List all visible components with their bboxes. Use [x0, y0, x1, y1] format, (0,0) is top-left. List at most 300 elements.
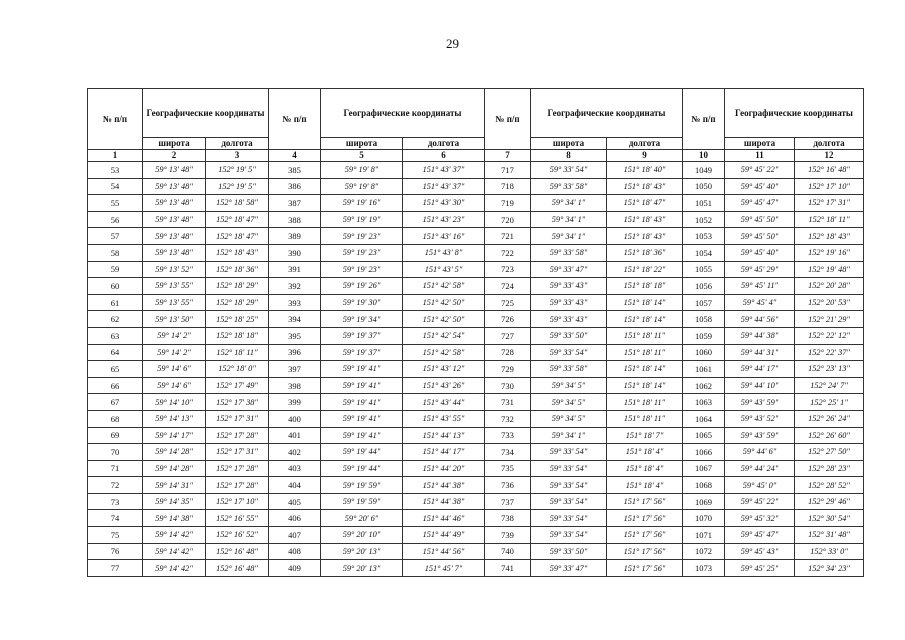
column-number: 10 [683, 150, 725, 162]
point-number: 396 [269, 344, 321, 361]
table-row [88, 294, 864, 311]
latitude-cell: 59° 45' 22" [725, 162, 795, 179]
point-number: 1052 [683, 211, 725, 228]
latitude-cell: 59° 34' 1" [531, 195, 607, 212]
longitude-cell: 152° 17' 28" [206, 477, 269, 494]
latitude-cell: 59° 14' 42" [143, 527, 206, 544]
longitude-cell: 151° 43' 12" [403, 361, 485, 378]
latitude-cell: 59° 14' 13" [143, 410, 206, 427]
latitude-cell: 59° 44' 10" [725, 377, 795, 394]
longitude-cell: 152° 17' 28" [206, 460, 269, 477]
latitude-cell: 59° 13' 55" [143, 294, 206, 311]
latitude-cell: 59° 45' 25" [725, 560, 795, 577]
longitude-cell: 152° 18' 47" [206, 228, 269, 245]
point-number: 409 [269, 560, 321, 577]
longitude-cell: 151° 42' 54" [403, 327, 485, 344]
longitude-cell: 152° 18' 11" [795, 211, 864, 228]
latitude-cell: 59° 33' 43" [531, 294, 607, 311]
latitude-cell: 59° 45' 32" [725, 510, 795, 527]
column-number: 8 [531, 150, 607, 162]
latitude-cell: 59° 45' 29" [725, 261, 795, 278]
longitude-cell: 151° 44' 38" [403, 493, 485, 510]
longitude-cell: 151° 17' 56" [607, 527, 683, 544]
longitude-cell: 151° 43' 23" [403, 211, 485, 228]
no-header-2: № п/п [269, 89, 321, 150]
latitude-cell: 59° 33' 50" [531, 543, 607, 560]
longitude-cell: 151° 17' 56" [607, 543, 683, 560]
latitude-cell: 59° 19' 8" [321, 178, 403, 195]
longitude-cell: 152° 16' 48" [795, 162, 864, 179]
latitude-cell: 59° 13' 48" [143, 228, 206, 245]
point-number: 77 [88, 560, 143, 577]
table-row [88, 427, 864, 444]
point-number: 1068 [683, 477, 725, 494]
table-row [88, 444, 864, 461]
geo-header-1: Географические координаты [143, 89, 269, 138]
latitude-cell: 59° 45' 22" [725, 493, 795, 510]
latitude-cell: 59° 33' 47" [531, 560, 607, 577]
point-number: 1050 [683, 178, 725, 195]
longitude-cell: 151° 18' 4" [607, 460, 683, 477]
table-header [88, 89, 864, 162]
latitude-cell: 59° 34' 1" [531, 211, 607, 228]
point-number: 66 [88, 377, 143, 394]
point-number: 722 [485, 244, 531, 261]
latitude-cell: 59° 45' 40" [725, 244, 795, 261]
point-number: 1073 [683, 560, 725, 577]
table-row [88, 344, 864, 361]
longitude-cell: 152° 20' 28" [795, 278, 864, 295]
point-number: 63 [88, 327, 143, 344]
longitude-cell: 151° 43' 55" [403, 410, 485, 427]
point-number: 407 [269, 527, 321, 544]
column-number: 1 [88, 150, 143, 162]
latitude-cell: 59° 44' 38" [725, 327, 795, 344]
latitude-cell: 59° 33' 58" [531, 244, 607, 261]
point-number: 1066 [683, 444, 725, 461]
point-number: 394 [269, 311, 321, 328]
lon-header-3: долгота [607, 138, 683, 150]
point-number: 72 [88, 477, 143, 494]
point-number: 390 [269, 244, 321, 261]
latitude-cell: 59° 43' 59" [725, 394, 795, 411]
point-number: 392 [269, 278, 321, 295]
longitude-cell: 151° 44' 17" [403, 444, 485, 461]
point-number: 75 [88, 527, 143, 544]
point-number: 70 [88, 444, 143, 461]
point-number: 403 [269, 460, 321, 477]
table-row [88, 477, 864, 494]
longitude-cell: 152° 34' 23" [795, 560, 864, 577]
page-number: 29 [446, 36, 459, 51]
longitude-cell: 152° 29' 46" [795, 493, 864, 510]
longitude-cell: 151° 18' 14" [607, 294, 683, 311]
latitude-cell: 59° 34' 5" [531, 410, 607, 427]
longitude-cell: 151° 44' 49" [403, 527, 485, 544]
point-number: 1072 [683, 543, 725, 560]
point-number: 723 [485, 261, 531, 278]
point-number: 385 [269, 162, 321, 179]
point-number: 57 [88, 228, 143, 245]
column-number: 6 [403, 150, 485, 162]
point-number: 387 [269, 195, 321, 212]
longitude-cell: 151° 18' 36" [607, 244, 683, 261]
latitude-cell: 59° 45' 47" [725, 527, 795, 544]
latitude-cell: 59° 14' 28" [143, 460, 206, 477]
longitude-cell: 152° 17' 31" [206, 410, 269, 427]
point-number: 724 [485, 278, 531, 295]
latitude-cell: 59° 14' 6" [143, 377, 206, 394]
latitude-cell: 59° 33' 54" [531, 510, 607, 527]
point-number: 69 [88, 427, 143, 444]
latitude-cell: 59° 19' 23" [321, 228, 403, 245]
point-number: 1067 [683, 460, 725, 477]
latitude-cell: 59° 19' 23" [321, 244, 403, 261]
table-row [88, 361, 864, 378]
point-number: 398 [269, 377, 321, 394]
latitude-cell: 59° 13' 52" [143, 261, 206, 278]
longitude-cell: 152° 26' 24" [795, 410, 864, 427]
point-number: 405 [269, 493, 321, 510]
point-number: 408 [269, 543, 321, 560]
point-number: 397 [269, 361, 321, 378]
longitude-cell: 152° 16' 48" [206, 560, 269, 577]
longitude-cell: 152° 17' 31" [795, 195, 864, 212]
latitude-cell: 59° 14' 35" [143, 493, 206, 510]
longitude-cell: 152° 22' 37" [795, 344, 864, 361]
longitude-cell: 151° 17' 56" [607, 560, 683, 577]
column-number: 7 [485, 150, 531, 162]
longitude-cell: 152° 16' 55" [206, 510, 269, 527]
longitude-cell: 152° 19' 16" [795, 244, 864, 261]
longitude-cell: 152° 18' 29" [206, 278, 269, 295]
longitude-cell: 152° 27' 50" [795, 444, 864, 461]
point-number: 68 [88, 410, 143, 427]
longitude-cell: 151° 42' 50" [403, 294, 485, 311]
point-number: 1056 [683, 278, 725, 295]
longitude-cell: 152° 17' 49" [206, 377, 269, 394]
point-number: 62 [88, 311, 143, 328]
point-number: 1059 [683, 327, 725, 344]
longitude-cell: 152° 21' 29" [795, 311, 864, 328]
longitude-cell: 151° 43' 16" [403, 228, 485, 245]
latitude-cell: 59° 44' 56" [725, 311, 795, 328]
latitude-cell: 59° 14' 2" [143, 344, 206, 361]
table-row [88, 510, 864, 527]
latitude-cell: 59° 33' 54" [531, 344, 607, 361]
table-body [88, 162, 864, 577]
point-number: 395 [269, 327, 321, 344]
longitude-cell: 151° 44' 20" [403, 460, 485, 477]
longitude-cell: 151° 42' 58" [403, 278, 485, 295]
longitude-cell: 151° 18' 18" [607, 278, 683, 295]
point-number: 56 [88, 211, 143, 228]
latitude-cell: 59° 45' 11" [725, 278, 795, 295]
table-row [88, 560, 864, 577]
longitude-cell: 152° 17' 28" [206, 427, 269, 444]
point-number: 728 [485, 344, 531, 361]
geo-header-4: Географические координаты [725, 89, 864, 138]
lon-header-1: долгота [206, 138, 269, 150]
point-number: 733 [485, 427, 531, 444]
lat-header-1: широта [143, 138, 206, 150]
column-number: 12 [795, 150, 864, 162]
latitude-cell: 59° 14' 17" [143, 427, 206, 444]
table-row [88, 493, 864, 510]
longitude-cell: 152° 18' 0" [206, 361, 269, 378]
longitude-cell: 151° 18' 43" [607, 178, 683, 195]
point-number: 726 [485, 311, 531, 328]
longitude-cell: 152° 17' 31" [206, 444, 269, 461]
longitude-cell: 152° 23' 13" [795, 361, 864, 378]
point-number: 401 [269, 427, 321, 444]
point-number: 54 [88, 178, 143, 195]
latitude-cell: 59° 33' 58" [531, 361, 607, 378]
point-number: 1058 [683, 311, 725, 328]
longitude-cell: 152° 18' 36" [206, 261, 269, 278]
point-number: 1060 [683, 344, 725, 361]
longitude-cell: 152° 25' 1" [795, 394, 864, 411]
latitude-cell: 59° 13' 48" [143, 195, 206, 212]
longitude-cell: 151° 18' 7" [607, 427, 683, 444]
longitude-cell: 152° 17' 38" [206, 394, 269, 411]
longitude-cell: 151° 18' 43" [607, 228, 683, 245]
lon-header-4: долгота [795, 138, 864, 150]
table-row [88, 178, 864, 195]
longitude-cell: 151° 18' 11" [607, 344, 683, 361]
longitude-cell: 152° 20' 53" [795, 294, 864, 311]
point-number: 732 [485, 410, 531, 427]
latitude-cell: 59° 19' 44" [321, 444, 403, 461]
latitude-cell: 59° 45' 0" [725, 477, 795, 494]
latitude-cell: 59° 45' 4" [725, 294, 795, 311]
point-number: 53 [88, 162, 143, 179]
point-number: 74 [88, 510, 143, 527]
longitude-cell: 151° 44' 56" [403, 543, 485, 560]
longitude-cell: 151° 18' 14" [607, 377, 683, 394]
column-number: 3 [206, 150, 269, 162]
point-number: 60 [88, 278, 143, 295]
latitude-cell: 59° 45' 47" [725, 195, 795, 212]
longitude-cell: 151° 18' 14" [607, 361, 683, 378]
point-number: 731 [485, 394, 531, 411]
latitude-cell: 59° 44' 31" [725, 344, 795, 361]
latitude-cell: 59° 44' 24" [725, 460, 795, 477]
point-number: 738 [485, 510, 531, 527]
point-number: 55 [88, 195, 143, 212]
longitude-cell: 152° 22' 12" [795, 327, 864, 344]
longitude-cell: 151° 18' 40" [607, 162, 683, 179]
point-number: 58 [88, 244, 143, 261]
latitude-cell: 59° 45' 50" [725, 211, 795, 228]
latitude-cell: 59° 45' 40" [725, 178, 795, 195]
table-row [88, 394, 864, 411]
latitude-cell: 59° 19' 41" [321, 377, 403, 394]
column-number: 11 [725, 150, 795, 162]
latitude-cell: 59° 19' 23" [321, 261, 403, 278]
longitude-cell: 152° 24' 7" [795, 377, 864, 394]
latitude-cell: 59° 34' 1" [531, 228, 607, 245]
table-row [88, 261, 864, 278]
point-number: 739 [485, 527, 531, 544]
longitude-cell: 152° 18' 18" [206, 327, 269, 344]
point-number: 1057 [683, 294, 725, 311]
latitude-cell: 59° 14' 2" [143, 327, 206, 344]
point-number: 386 [269, 178, 321, 195]
latitude-cell: 59° 19' 41" [321, 427, 403, 444]
latitude-cell: 59° 33' 54" [531, 477, 607, 494]
longitude-cell: 152° 18' 11" [206, 344, 269, 361]
longitude-cell: 151° 44' 38" [403, 477, 485, 494]
point-number: 1054 [683, 244, 725, 261]
point-number: 393 [269, 294, 321, 311]
table-row [88, 228, 864, 245]
point-number: 1062 [683, 377, 725, 394]
latitude-cell: 59° 33' 47" [531, 261, 607, 278]
point-number: 1071 [683, 527, 725, 544]
latitude-cell: 59° 33' 54" [531, 493, 607, 510]
longitude-cell: 151° 18' 11" [607, 327, 683, 344]
longitude-cell: 151° 44' 46" [403, 510, 485, 527]
table-row [88, 327, 864, 344]
table-row [88, 311, 864, 328]
table-row [88, 410, 864, 427]
longitude-cell: 152° 33' 0" [795, 543, 864, 560]
latitude-cell: 59° 34' 5" [531, 394, 607, 411]
latitude-cell: 59° 14' 28" [143, 444, 206, 461]
longitude-cell: 152° 19' 5" [206, 162, 269, 179]
latitude-cell: 59° 19' 37" [321, 344, 403, 361]
latitude-cell: 59° 13' 50" [143, 311, 206, 328]
table-row [88, 460, 864, 477]
latitude-cell: 59° 33' 54" [531, 444, 607, 461]
longitude-cell: 151° 18' 11" [607, 410, 683, 427]
geo-header-3: Географические координаты [531, 89, 683, 138]
latitude-cell: 59° 14' 10" [143, 394, 206, 411]
point-number: 1064 [683, 410, 725, 427]
latitude-cell: 59° 13' 48" [143, 162, 206, 179]
latitude-cell: 59° 33' 50" [531, 327, 607, 344]
latitude-cell: 59° 14' 42" [143, 543, 206, 560]
lat-header-4: широта [725, 138, 795, 150]
longitude-cell: 151° 43' 37" [403, 178, 485, 195]
lat-header-2: широта [321, 138, 403, 150]
longitude-cell: 152° 19' 48" [795, 261, 864, 278]
longitude-cell: 152° 17' 10" [795, 178, 864, 195]
latitude-cell: 59° 19' 16" [321, 195, 403, 212]
longitude-cell: 151° 18' 43" [607, 211, 683, 228]
longitude-cell: 152° 30' 54" [795, 510, 864, 527]
point-number: 59 [88, 261, 143, 278]
latitude-cell: 59° 19' 19" [321, 211, 403, 228]
latitude-cell: 59° 19' 41" [321, 410, 403, 427]
longitude-cell: 152° 18' 43" [795, 228, 864, 245]
column-number: 4 [269, 150, 321, 162]
point-number: 71 [88, 460, 143, 477]
point-number: 735 [485, 460, 531, 477]
point-number: 741 [485, 560, 531, 577]
coordinates-table [87, 88, 864, 577]
latitude-cell: 59° 13' 48" [143, 244, 206, 261]
latitude-cell: 59° 19' 59" [321, 493, 403, 510]
longitude-cell: 152° 18' 29" [206, 294, 269, 311]
latitude-cell: 59° 19' 44" [321, 460, 403, 477]
latitude-cell: 59° 19' 26" [321, 278, 403, 295]
point-number: 67 [88, 394, 143, 411]
point-number: 389 [269, 228, 321, 245]
lon-header-2: долгота [403, 138, 485, 150]
point-number: 388 [269, 211, 321, 228]
point-number: 1053 [683, 228, 725, 245]
longitude-cell: 152° 28' 23" [795, 460, 864, 477]
latitude-cell: 59° 14' 38" [143, 510, 206, 527]
longitude-cell: 152° 17' 10" [206, 493, 269, 510]
longitude-cell: 152° 16' 52" [206, 527, 269, 544]
longitude-cell: 151° 18' 47" [607, 195, 683, 212]
table-row [88, 377, 864, 394]
longitude-cell: 151° 43' 26" [403, 377, 485, 394]
longitude-cell: 151° 43' 30" [403, 195, 485, 212]
table-row [88, 162, 864, 179]
latitude-cell: 59° 34' 1" [531, 427, 607, 444]
longitude-cell: 151° 42' 58" [403, 344, 485, 361]
longitude-cell: 151° 43' 5" [403, 261, 485, 278]
longitude-cell: 151° 18' 4" [607, 444, 683, 461]
table-row [88, 543, 864, 560]
latitude-cell: 59° 19' 37" [321, 327, 403, 344]
point-number: 1065 [683, 427, 725, 444]
point-number: 391 [269, 261, 321, 278]
latitude-cell: 59° 14' 6" [143, 361, 206, 378]
longitude-cell: 152° 18' 47" [206, 211, 269, 228]
latitude-cell: 59° 19' 30" [321, 294, 403, 311]
table-row [88, 195, 864, 212]
latitude-cell: 59° 45' 50" [725, 228, 795, 245]
longitude-cell: 151° 43' 44" [403, 394, 485, 411]
latitude-cell: 59° 33' 54" [531, 162, 607, 179]
longitude-cell: 151° 18' 22" [607, 261, 683, 278]
point-number: 1069 [683, 493, 725, 510]
point-number: 740 [485, 543, 531, 560]
point-number: 402 [269, 444, 321, 461]
point-number: 1070 [683, 510, 725, 527]
latitude-cell: 59° 20' 13" [321, 543, 403, 560]
latitude-cell: 59° 13' 55" [143, 278, 206, 295]
geo-header-2: Географические координаты [321, 89, 485, 138]
longitude-cell: 152° 26' 60" [795, 427, 864, 444]
longitude-cell: 151° 18' 14" [607, 311, 683, 328]
latitude-cell: 59° 13' 48" [143, 178, 206, 195]
point-number: 1055 [683, 261, 725, 278]
point-number: 73 [88, 493, 143, 510]
column-number-row [88, 150, 864, 162]
table-row [88, 278, 864, 295]
point-number: 64 [88, 344, 143, 361]
table-row [88, 211, 864, 228]
longitude-cell: 151° 18' 4" [607, 477, 683, 494]
latitude-cell: 59° 19' 34" [321, 311, 403, 328]
point-number: 727 [485, 327, 531, 344]
latitude-cell: 59° 20' 13" [321, 560, 403, 577]
longitude-cell: 152° 18' 25" [206, 311, 269, 328]
latitude-cell: 59° 13' 48" [143, 211, 206, 228]
no-header-4: № п/п [683, 89, 725, 150]
longitude-cell: 152° 18' 58" [206, 195, 269, 212]
latitude-cell: 59° 34' 5" [531, 377, 607, 394]
longitude-cell: 151° 17' 56" [607, 493, 683, 510]
point-number: 730 [485, 377, 531, 394]
point-number: 1051 [683, 195, 725, 212]
